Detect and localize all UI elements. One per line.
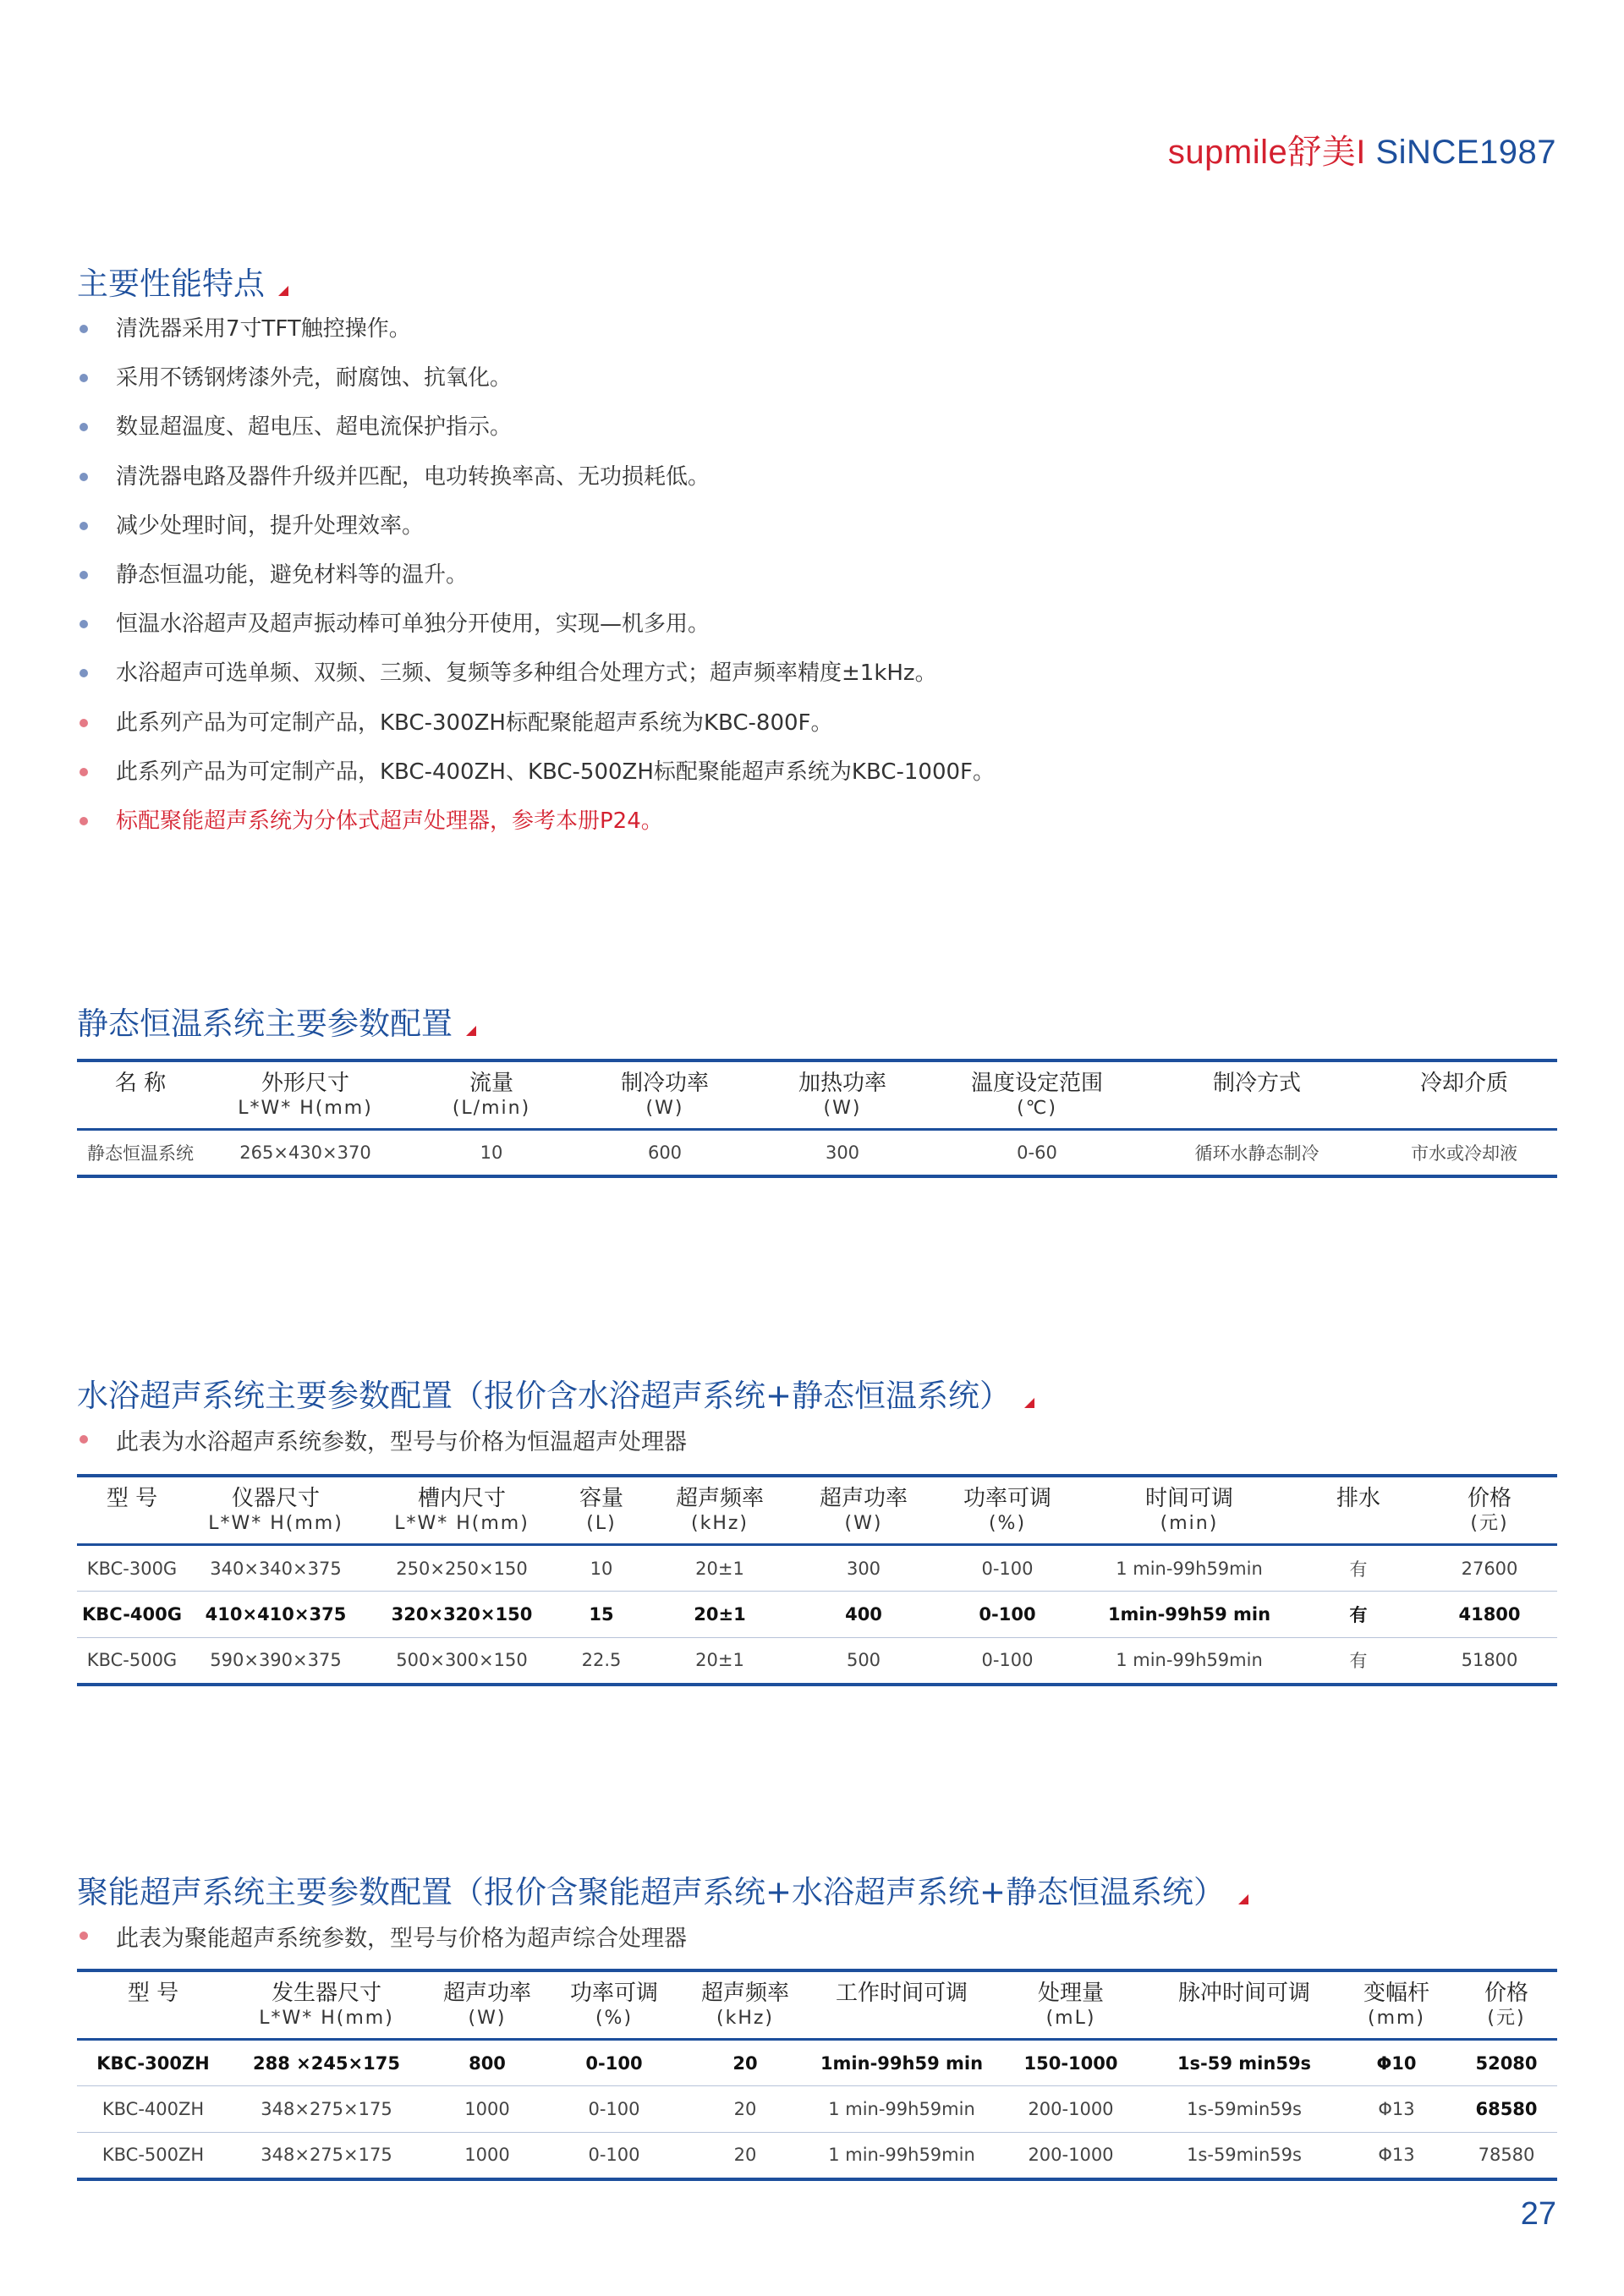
table-cell: Φ13 (1337, 2086, 1456, 2133)
table-cell: 0-100 (551, 2086, 678, 2133)
table-header-cell: 超声功率 (W) (819, 1486, 908, 1534)
section-marker-icon (1238, 1894, 1248, 1904)
table-header-cell: 时间可调 (min) (1144, 1486, 1233, 1534)
table-cell: 15 (559, 1592, 644, 1638)
feature-item (77, 510, 995, 559)
table-header-cell: 型 号 (106, 1486, 158, 1511)
bullet-icon (80, 571, 88, 579)
table-cell: 22.5 (581, 1650, 622, 1671)
bullet-icon (80, 719, 88, 727)
features-title-text: 主要性能特点 (77, 266, 265, 302)
table-cell: KBC-400G (77, 1592, 187, 1638)
note-text: 此表为聚能超声系统参数，型号与价格为超声综合处理器 (116, 1926, 687, 1952)
brand-header (1168, 125, 1556, 173)
table-cell: 400 (796, 1592, 931, 1638)
table-cell: 410×410×375 (187, 1592, 365, 1638)
table-header-cell: 工作时间可调 (835, 1981, 968, 2006)
table-row (77, 1638, 1557, 1685)
table-header-cell: 型 号 (127, 1981, 179, 2006)
feature-text: 采用不锈钢烤漆外壳，耐腐蚀、抗氧化。 (116, 365, 513, 392)
table-cell: 有 (1349, 1651, 1368, 1672)
table-row (77, 2133, 1557, 2179)
static-system-table (77, 1059, 1557, 1178)
table-cell: 1min-99h59 min (1084, 1592, 1295, 1638)
table-cell: 1 min-99h59min (1084, 1545, 1295, 1592)
page-number: 27 (1520, 2196, 1556, 2232)
table-cell: 78580 (1478, 2145, 1535, 2166)
table-header-cell: 容量 (L) (579, 1486, 623, 1534)
table-cell: 1s-59min59s (1187, 2145, 1302, 2166)
table-cell: 300 (825, 1142, 860, 1163)
table-cell: 320×320×150 (365, 1592, 559, 1638)
table-header-row (77, 1060, 1557, 1130)
bullet-icon (80, 1932, 88, 1940)
table-cell: 有 (1295, 1592, 1422, 1638)
table-cell: 590×390×375 (210, 1650, 342, 1671)
table-header-row (77, 1476, 1557, 1545)
table-cell: 20 (678, 2086, 813, 2133)
table-cell: 348×275×175 (229, 2086, 424, 2133)
bullet-icon (80, 620, 88, 628)
table-cell: 52080 (1456, 2040, 1557, 2086)
table-cell: 200-1000 (990, 2086, 1151, 2133)
table-header-cell: 价格 (元) (1484, 1981, 1528, 2029)
feature-item-highlight (77, 805, 995, 854)
table-header-row (77, 1970, 1557, 2040)
table-cell: 有 (1295, 1545, 1422, 1592)
table-header-cell: 槽内尺寸 L*W* H(mm) (394, 1486, 529, 1534)
brand-since: SiNCE1987 (1375, 134, 1556, 171)
table-cell: 1 min-99h59min (813, 2086, 990, 2133)
feature-item (77, 411, 995, 460)
table-cell: 27600 (1422, 1545, 1557, 1592)
table-cell: 500×300×150 (396, 1650, 528, 1671)
table-cell: KBC-300ZH (77, 2040, 229, 2086)
table-cell: Φ10 (1337, 2040, 1456, 2086)
table-header-cell: 制冷功率 (W) (620, 1071, 709, 1119)
feature-text: 标配聚能超声系统为分体式超声处理器，参考本册P24。 (116, 808, 663, 834)
table-cell: 1 min-99h59min (828, 2145, 975, 2166)
note-text: 此表为水浴超声系统参数，型号与价格为恒温超声处理器 (116, 1429, 687, 1455)
table-cell: 200-1000 (1028, 2145, 1114, 2166)
feature-item-custom (77, 756, 995, 805)
table-header-cell: 外形尺寸 L*W* H(mm) (238, 1071, 373, 1119)
table-cell: 800 (424, 2040, 551, 2086)
static-system-title (77, 998, 476, 1044)
table-header-cell: 脉冲时间可调 (1177, 1981, 1310, 2006)
table-cell: 51800 (1461, 1650, 1518, 1671)
table-header-cell: 名 称 (114, 1071, 167, 1096)
feature-text: 数显超温度、超电压、超电流保护指示。 (116, 414, 513, 441)
table-cell: KBC-500ZH (102, 2145, 205, 2166)
feature-text: 清洗器采用7寸TFT触控操作。 (116, 316, 411, 342)
table-header-cell: 温度设定范围 (℃) (970, 1071, 1103, 1119)
table-header-cell: 超声功率 (W) (442, 1981, 531, 2029)
table-cell: 1000 (464, 2145, 510, 2166)
table-row (77, 1545, 1557, 1592)
table-header-cell: 超声频率 (kHz) (700, 1981, 789, 2029)
table-cell: 20±1 (644, 1592, 796, 1638)
bullet-icon (80, 522, 88, 530)
table-cell: KBC-500G (86, 1650, 178, 1671)
water-bath-title (77, 1370, 1034, 1416)
table-header-cell: 功率可调 (%) (963, 1486, 1051, 1534)
table-header-cell: 冷却介质 (1419, 1071, 1508, 1096)
table-header-cell: 处理量 (mL) (1037, 1981, 1104, 2029)
feature-text: 此系列产品为可定制产品，KBC-400ZH、KBC-500ZH标配聚能超声系统为KBC-1000F。 (116, 759, 995, 785)
table-cell: 300 (796, 1545, 931, 1592)
table-cell: 600 (647, 1142, 683, 1163)
table-header-cell: 变幅杆 (mm) (1363, 1981, 1429, 2029)
table-cell: 0-100 (931, 1592, 1084, 1638)
bullet-icon (80, 325, 88, 333)
table-cell: 10 (480, 1142, 503, 1163)
table-cell: 0-100 (588, 2145, 640, 2166)
table-row (77, 1130, 1557, 1176)
table-row (77, 2040, 1557, 2086)
table-cell: 循环水静态制冷 (1194, 1143, 1320, 1164)
brand-name: supmile舒美 (1167, 134, 1357, 171)
table-cell: 250×250×150 (365, 1545, 559, 1592)
water-bath-title-text: 水浴超声系统主要参数配置（报价含水浴超声系统+静态恒温系统） (77, 1378, 1012, 1414)
feature-item-custom (77, 707, 995, 756)
table-header-cell: 制冷方式 (1212, 1071, 1301, 1096)
section-marker-icon (278, 286, 288, 296)
table-row (77, 2086, 1557, 2133)
table-header-cell: 排水 (1336, 1486, 1380, 1511)
table-cell: 20 (678, 2040, 813, 2086)
bullet-icon (80, 423, 88, 431)
feature-text: 减少处理时间，提升处理效率。 (116, 512, 425, 539)
water-bath-note (77, 1423, 687, 1456)
table-cell: KBC-300G (77, 1545, 187, 1592)
table-cell: 10 (559, 1545, 644, 1592)
feature-item (77, 657, 995, 706)
table-cell: 20±1 (695, 1650, 744, 1671)
bullet-icon (80, 669, 88, 677)
table-header-cell: 超声频率 (kHz) (675, 1486, 764, 1534)
feature-text: 水浴超声可选单频、双频、三频、复频等多种组合处理方式；超声频率精度±1kHz。 (116, 660, 937, 687)
focused-title (77, 1866, 1248, 1912)
bullet-icon (80, 768, 88, 776)
table-cell: 150-1000 (990, 2040, 1151, 2086)
table-cell: 静态恒温系统 (87, 1143, 194, 1164)
table-cell: 41800 (1422, 1592, 1557, 1638)
focused-title-text: 聚能超声系统主要参数配置（报价含聚能超声系统+水浴超声系统+静态恒温系统） (77, 1874, 1226, 1910)
table-header-cell: 加热功率 (W) (798, 1071, 886, 1119)
table-header-cell: 功率可调 (%) (569, 1981, 658, 2029)
bullet-icon (80, 817, 88, 825)
table-cell: 1000 (424, 2086, 551, 2133)
table-cell: 20±1 (644, 1545, 796, 1592)
feature-text: 静态恒温功能，避免材料等的温升。 (116, 562, 469, 588)
bullet-icon (80, 1435, 88, 1444)
feature-item (77, 362, 995, 411)
bullet-icon (80, 473, 88, 481)
water-bath-table (77, 1474, 1557, 1686)
table-header-cell: 流量 (L/min) (452, 1071, 531, 1119)
brand-separator: I (1356, 134, 1366, 171)
table-cell: 340×340×375 (187, 1545, 365, 1592)
feature-item (77, 313, 995, 362)
table-cell: 1 min-99h59min (1116, 1650, 1263, 1671)
table-cell: Φ13 (1378, 2145, 1415, 2166)
feature-item (77, 559, 995, 608)
focused-table (77, 1969, 1557, 2181)
table-row (77, 1592, 1557, 1638)
table-cell: 500 (846, 1650, 881, 1671)
table-cell: 0-60 (1017, 1142, 1057, 1163)
table-cell: 68580 (1456, 2086, 1557, 2133)
feature-text: 此系列产品为可定制产品，KBC-300ZH标配聚能超声系统为KBC-800F。 (116, 710, 833, 736)
table-cell: 348×275×175 (261, 2145, 392, 2166)
table-header-cell: 发生器尺寸 L*W* H(mm) (259, 1981, 394, 2029)
table-cell: 市水或冷却液 (1411, 1143, 1517, 1164)
table-cell: 288 ×245×175 (229, 2040, 424, 2086)
static-system-title-text: 静态恒温系统主要参数配置 (77, 1006, 453, 1042)
table-cell: KBC-400ZH (77, 2086, 229, 2133)
table-cell: 0-100 (931, 1545, 1084, 1592)
focused-note (77, 1920, 687, 1953)
table-header-cell: 价格 (元) (1467, 1486, 1512, 1534)
feature-item (77, 461, 995, 510)
feature-text: 恒温水浴超声及超声振动棒可单独分开使用，实现—机多用。 (116, 611, 710, 638)
table-cell: 20 (733, 2145, 757, 2166)
features-title (77, 258, 288, 304)
bullet-icon (80, 374, 88, 382)
table-cell: 1s-59min59s (1151, 2086, 1337, 2133)
feature-item (77, 608, 995, 657)
section-marker-icon (1024, 1398, 1034, 1408)
table-cell: 265×430×370 (239, 1142, 371, 1163)
table-header-cell: 仪器尺寸 L*W* H(mm) (208, 1486, 343, 1534)
table-cell: 0-100 (551, 2040, 678, 2086)
table-cell: 1s-59 min59s (1151, 2040, 1337, 2086)
feature-text: 清洗器电路及器件升级并匹配，电功转换率高、无功损耗低。 (116, 463, 710, 490)
section-marker-icon (466, 1026, 476, 1036)
table-cell: 0-100 (981, 1650, 1034, 1671)
features-list (77, 313, 995, 854)
table-cell: 1min-99h59 min (813, 2040, 990, 2086)
